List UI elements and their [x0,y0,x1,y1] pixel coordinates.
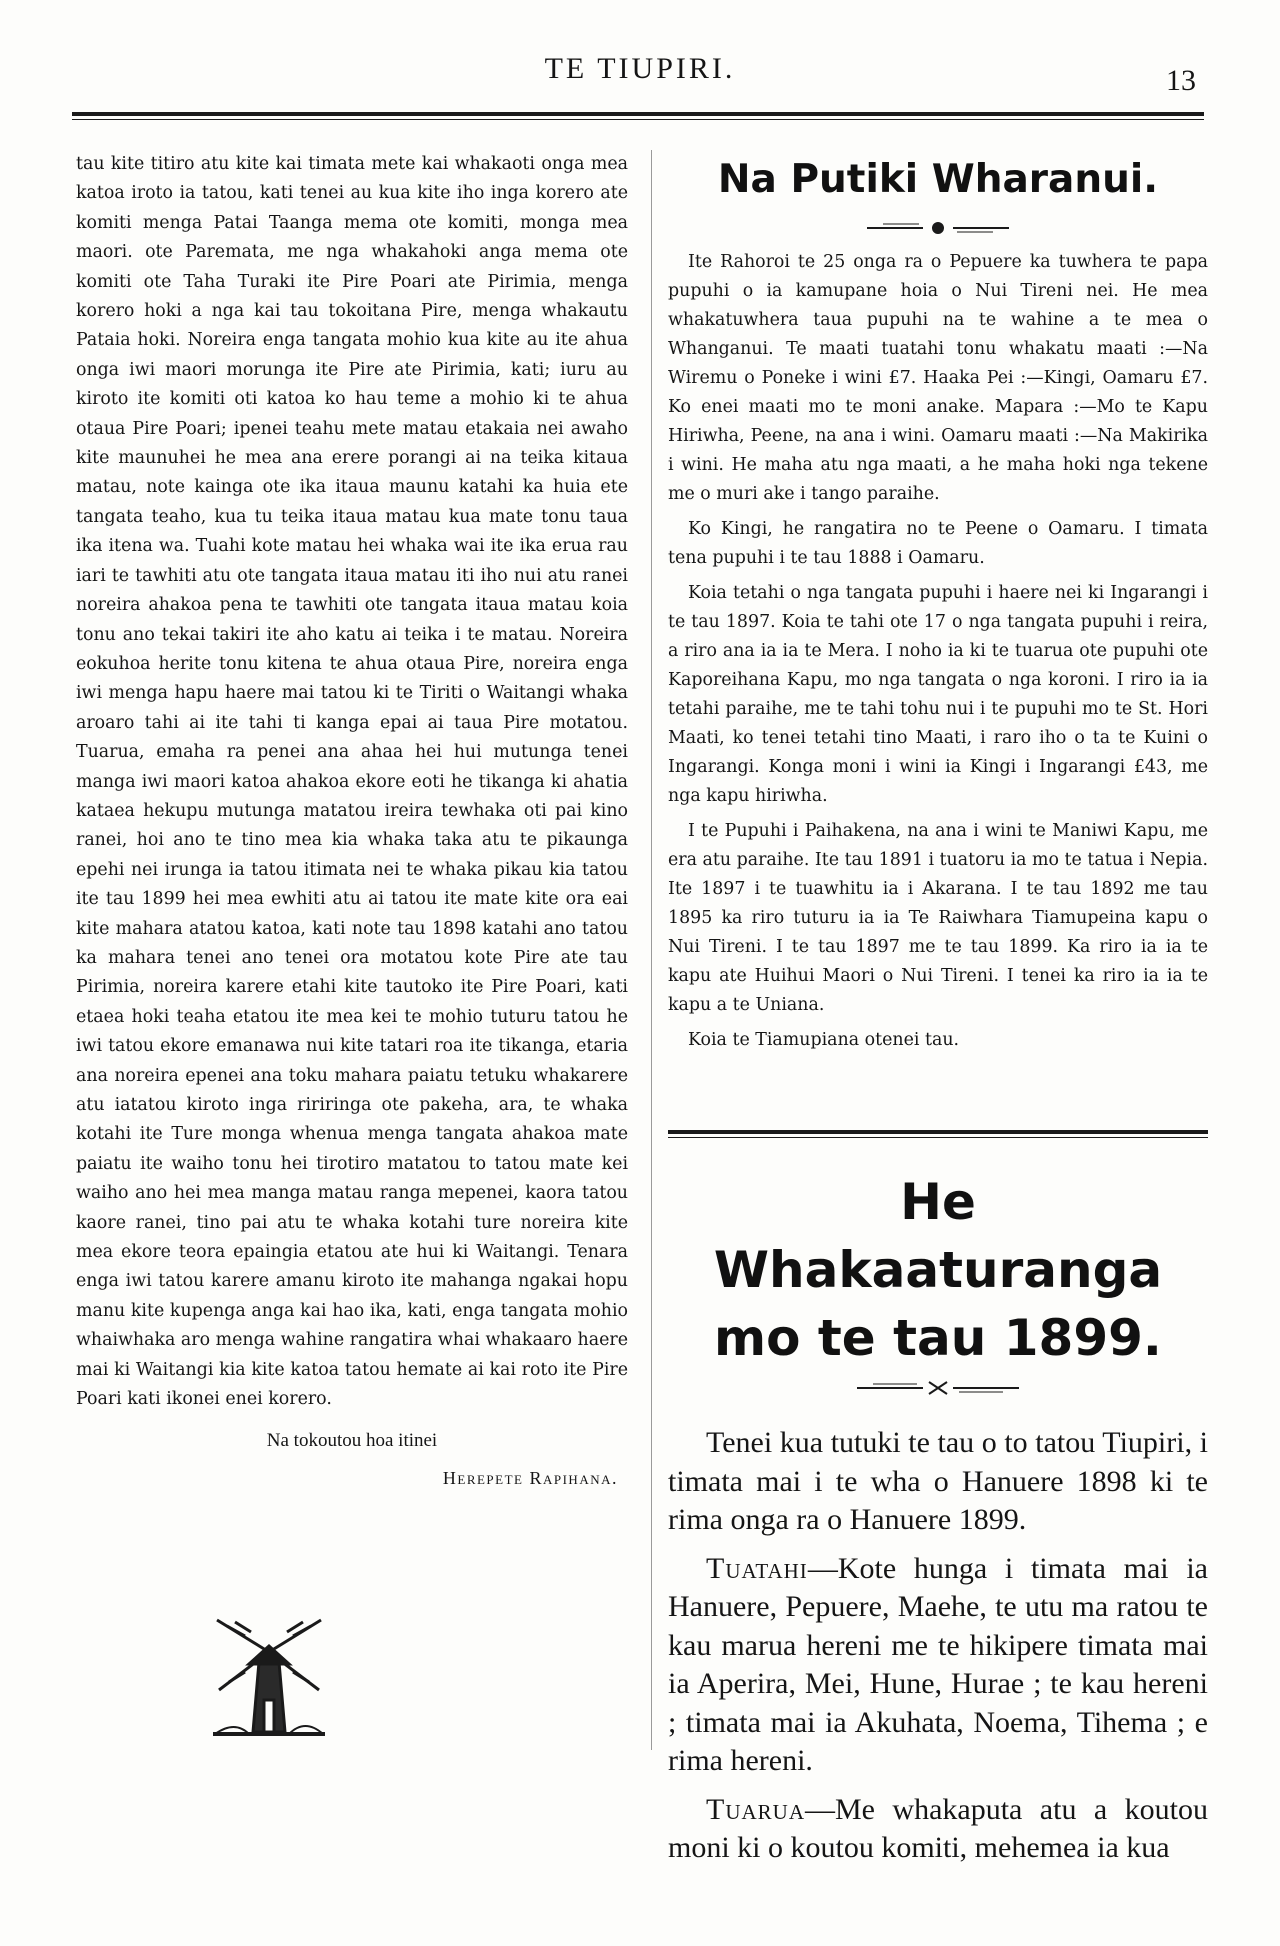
putiki-paragraph-5: Koia te Tiamupiana otenei tau. [688,1030,960,1050]
putiki-paragraph-4: I te Pupuhi i Paihakena, na ana i wini te Maniwi Kapu, me era atu paraihe. Ite tau 1891 i tuatoru ia mo te tatua i Nepia. Ite 1897 i te tuawhitu ia i Akarana. I te tau 1892 me tau 1895 ka riro tuturu ia ia Te Raiwhara Tiamupeina kapu o Nui Tireni. I te tau 1897 me te tau 1899. Ka riro ia ia te kapu ate Huihui Maori o Nui Tireni. I tenei ka riro ia ia te kapu a te Uniana. [668,821,1208,1015]
page-number: 13 [1166,64,1196,97]
header-rule-thin [72,119,1204,120]
whakaaturanga-paragraph-tuatahi [668,1550,1208,1781]
lead-word-tuarua: Tuarua [706,1792,805,1826]
whakaaturanga-intro: Tenei kua tutuki te tau o to tatou Tiupiri, i timata mai i te wha o Hanuere 1898 ki te rima onga ra o Hanuere 1899. [668,1426,1208,1536]
section-title-whakaaturanga: He Whakaaturanga mo te tau 1899. [713,1173,1163,1367]
whakaaturanga-body [668,1424,1208,1878]
letter-signature: Herepete Rapihana. [442,1468,618,1489]
tuatahi-text: —Kote hunga i timata mai ia Hanuere, Pepuere, Maehe, te utu ma ratou te kau marua hereni me te hikipere timata mai ia Aperira, Mei, Hune, Hurae ; te kau hereni ; timata mai ia Akuhata, Noema, Tihema ; e rima hereni. [668,1551,1208,1777]
column-divider [651,150,652,1750]
tuarua-text: —Me whakaputa atu a koutou moni ki o koutou komiti, mehemea ia kua [668,1792,1208,1864]
section-title-putiki: Na Putiki Wharanui. [717,157,1159,202]
left-column [76,150,628,1489]
whakaaturanga-paragraph-tuarua [668,1791,1208,1868]
section-rule-thick [668,1130,1208,1134]
windmill-emblem-icon [205,1612,333,1740]
header-rule-thick [72,112,1204,116]
running-head: TE TIUPIRI. [544,52,736,85]
lead-word-tuatahi: Tuatahi [706,1551,808,1585]
putiki-paragraph-2: Ko Kingi, he rangatira no te Peene o Oamaru. I timata tena pupuhi i te tau 1888 i Oamaru. [668,519,1208,568]
title-ornament-icon [863,220,1013,236]
section-rule-thin [668,1137,1208,1138]
right-column [668,140,1208,1055]
section-ornament-icon [853,1380,1023,1396]
putiki-paragraph-3: Koia tetahi o nga tangata pupuhi i haere nei ki Ingarangi i te tau 1897. Koia te tahi ote 17 o nga tangata pupuhi i reira, a riro ana ia ia te Mera. I noho ia ki te tuarua ote pupuhi ote Kaporeihana Kapu, mo nga tangata o nga koroni. I riro ia ia tetahi paraihe, me te tahi tohu nui i te pupuhi mo te St. Hori Maati, ko tenei tetahi tino Maati, i raro iho o ta te Kuini o Ingarangi. Konga moni i wini ia Kingi i Ingarangi £43, me nga kapu hiriwha. [668,583,1208,806]
letter-signoff: Na tokoutou hoa itinei [266,1430,438,1452]
left-article-body: tau kite titiro atu kite kai timata mete kai whakaoti onga mea katoa iroto ia tatou, kati tenei au kua kite iho inga korero ate komiti menga Patai Taanga mema ote komiti, monga mea maori. ote Paremata, me nga whakahoki anga mema ote komiti ote Taha Turaki ite Pire Poari ate Pirimia, menga korero hoki a nga kai tau tokoitana Pire, menga whakautu Pataia hoki. Noreira enga tangata mohio kua kite au ite ahua onga iwi maori morunga ite Pire ate Pirimia, kati; iuru au kiroto ite komiti oti katoa ko hau teme a mohio ki te ahua otaua Pire Poari; ipenei teahu mete matau etakaia nei awaho kite maunuhei he mea ana erere porangi ai na teika kitaua matau, note kainga ote ika itaua maunu katahi ka huia ete tangata teaho, kua tu teika itaua matau kua mate tonu taua ika itena wa. Tuahi kote matau hei whaka wai ite ika erua rau iari te tawhiti atu ote tangata itaua matau iti iho nui atu ranei noreira ahakoa pena te tawhiti ote tangata itaua matau koia tonu ano tekai takiri ite aho katu ai teika i te matau. Noreira eokuhoa herite tonu kitena te ahua otaua Pire, noreira enga iwi menga hapu haere mai tatou ki te Tiriti o Waitangi whaka aroaro tahi ai ite tahi ti kanga epai ai taua Pire motatou. Tuarua, emaha ra penei ana ahaa hei hui mutunga tenei manga iwi maori katoa ahakoa ekore eoti he tikanga ki ahatia kataea hekupu mutunga matatou ireira tewhaka oti pai kino ranei, hoi ano te tino mea kia whaka taka atu te pikaunga epehi nei irunga ia tatou itimata nei te whaka pikau kia tatou ite tau 1899 hei mea ewhiti atu ai tatou ite mate kite ora eai kite mahara atatou katoa, kati note tau 1898 katahi ano tatou ka mahara tenei ano tenei ora motatou kote Pire ate tau Pirimia, noreira karere etahi kite tautoko ite Pire Poari, kati etaea hoki teaha etatou ite mea kei te mohio tuturu tatou he iwi tatou ekore emanawa nui kite tatari roa ite tikanga, etaria ana noreira epenei ana toku mahara paiatu tetuku whakarere atu iatatou kiroto inga ririringa ote pakeha, ara, te whaka kotahi ite Ture monga whenua menga tangata ahakoa mate paiatu ite waiho tonu hei tirotiro matatou to tatou mate kei waiho ano hei mea manga matau ranga mepenei, kaora tatou kaore ranei, tino pai atu te whaka kotahi ture noreira kite mea ekore teora epaingia etatou ate hui ki Waitangi. Tenara enga iwi tatou karere amanu kiroto ite mahanga ngakai hopu manu kite kupenga anga kai hao ika, kati, enga tangata mohio whaiwhaka aro menga wahine rangatira whai whakaaro haere mai ki Waitangi kia kite katoa tatou hemate ai kai roto ite Pire Poari kati ikonei enei korero. [76,154,628,1410]
putiki-paragraph-1: Ite Rahoroi te 25 onga ra o Pepuere ka tuwhera te papa pupuhi o ia kamupane hoia o Nui Tireni nei. He mea whakatuwhera taua pupuhi na te wahine a te mea o Whanganui. Te maati tuatahi tonu whakatu maati :—Na Wiremu o Poneke i wini £7. Haaka Pei :—Kingi, Oamaru £7. Ko enei maati mo te moni anake. Mapara :—Mo te Kapu Hiriwha, Peene, na ana i wini. Oamaru maati :—Na Makirika i wini. He maha atu nga maati, a he maha hoki nga tekene me o muri ake i tango paraihe. [668,252,1208,504]
